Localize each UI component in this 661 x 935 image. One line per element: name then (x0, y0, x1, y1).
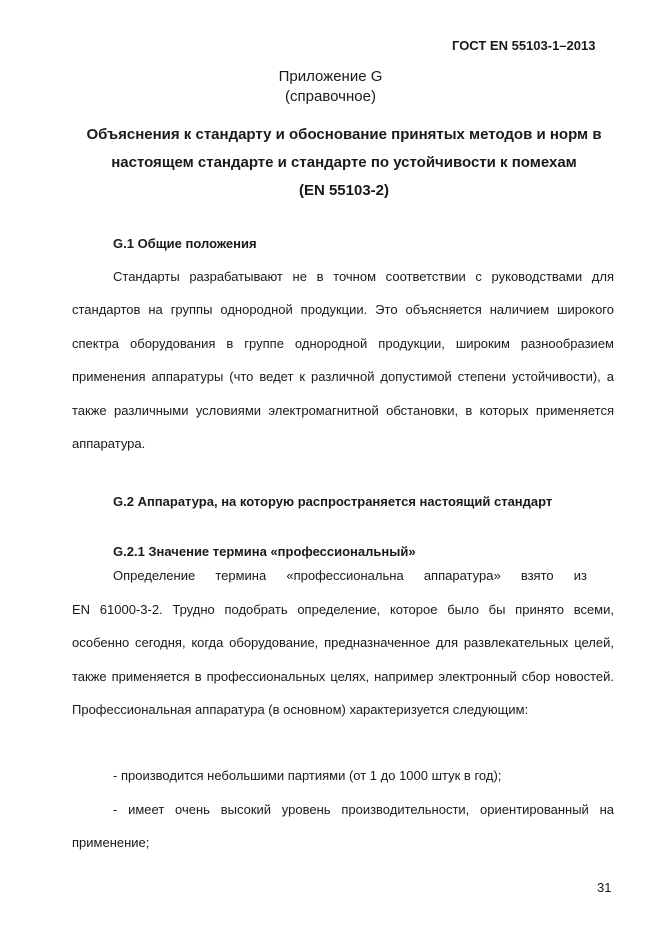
document-code: ГОСТ EN 55103-1–2013 (452, 38, 596, 53)
bullet-item-2: - имеет очень высокий уровень производительности, ориентированный на применение; (72, 802, 614, 851)
section-g1-paragraph: Стандарты разрабатывают не в точном соответствии с руководствами для стандартов на группы однородной продукции. Это объясняется наличием широкого спектра оборудования в группе однородной продукции, широким разнообразием применения аппаратуры (что ведет к различной допустимой степени устойчивости), а также различными условиями электромагнитной обстановки, в которых применяется аппаратура. (72, 269, 614, 452)
section-g21-heading: G.2.1 Значение термина «профессиональный» (113, 544, 416, 559)
main-title (68, 121, 620, 205)
main-title-line-1: Объяснения к стандарту и обоснование принятых методов и норм в (86, 126, 602, 143)
section-g21-paragraph: EN 61000-3-2. Трудно подобрать определение, которое было бы принято всеми, особенно сегодня, когда оборудование, предназначенное для развлекательных целей, также применяется в профессиональных целях, например электронный сбор новостей. Профессиональная аппаратура (в основном) характеризуется следующим: (72, 602, 614, 718)
section-g1-heading: G.1 Общие положения (113, 236, 257, 251)
section-g21-paragraph-line-1: Определение термина «профессиональна аппаратура» взято из (113, 568, 587, 583)
annex-subtitle: (справочное) (285, 88, 376, 105)
page-number: 31 (597, 880, 612, 895)
bullet-item-1: - производится небольшими партиями (от 1 до 1000 штук в год); (113, 768, 502, 783)
annex-title: Приложение G (278, 68, 383, 85)
main-title-line-3: (EN 55103-2) (298, 182, 390, 199)
annex-heading (0, 67, 661, 107)
main-title-line-2: настоящем стандарте и стандарте по устойчивости к помехам (111, 154, 577, 171)
section-g2-heading: G.2 Аппаратура, на которую распространяется настоящий стандарт (113, 494, 553, 509)
